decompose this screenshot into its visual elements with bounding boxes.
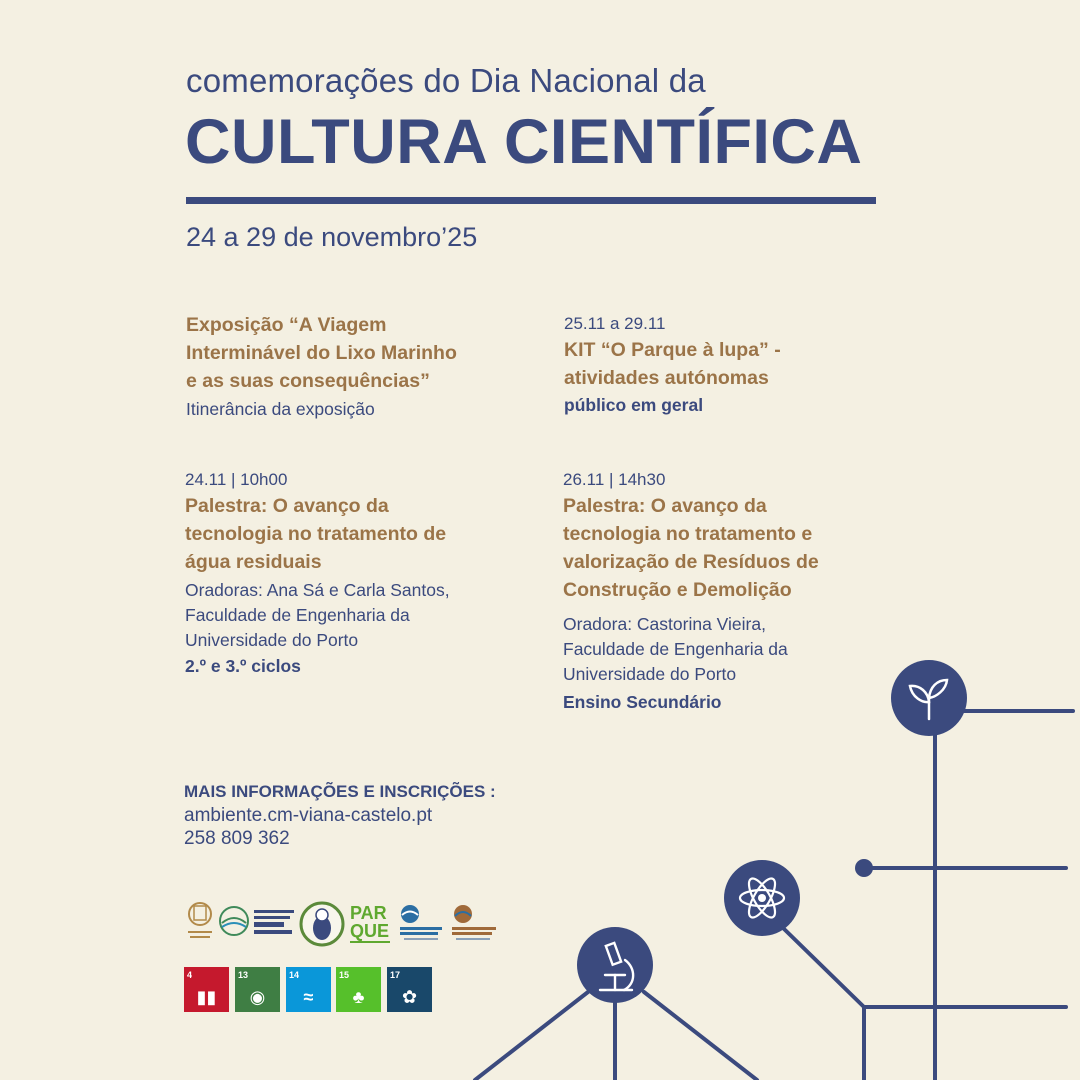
- page-title: CULTURA CIENTÍFICA: [185, 107, 863, 177]
- event-title-line: tecnologia no tratamento de: [185, 523, 447, 545]
- event-title-line: e as suas consequências”: [186, 370, 430, 392]
- event-title-line: valorização de Resíduos de: [563, 551, 819, 573]
- eye-globe-icon: ◉: [249, 987, 266, 1007]
- event-title-line: atividades autónomas: [564, 367, 769, 389]
- event-title-line: água residuais: [185, 551, 322, 573]
- event-date: 25.11 a 29.11: [564, 314, 666, 333]
- event-title-line: Palestra: O avanço da: [185, 495, 389, 517]
- info-website-link[interactable]: ambiente.cm-viana-castelo.pt: [184, 805, 433, 826]
- book-icon: ▮▮: [196, 987, 217, 1007]
- event-description: Faculdade de Engenharia da: [563, 639, 788, 659]
- event-title-line: Exposição “A Viagem: [186, 314, 387, 336]
- observatorio-serra-darga-logo: [450, 902, 500, 946]
- event-description: Itinerância da exposição: [186, 399, 375, 419]
- event-title-line: Interminável do Lixo Marinho: [186, 342, 457, 364]
- sdg-4-badge: 4 ▮▮: [184, 967, 229, 1012]
- event-audience: 2.º e 3.º ciclos: [185, 656, 301, 676]
- svg-text:PAR: PAR: [350, 903, 387, 923]
- plant-icon: [891, 660, 967, 736]
- fish-icon: ≈: [303, 987, 314, 1007]
- header-subtitle: comemorações do Dia Nacional da: [186, 62, 706, 99]
- svg-text:QUE: QUE: [350, 921, 390, 941]
- event-description: Universidade do Porto: [563, 664, 737, 684]
- event-date: 26.11 | 14h30: [563, 470, 666, 489]
- flower-icon: ✿: [401, 987, 418, 1007]
- event-audience: público em geral: [564, 395, 704, 415]
- observatorio-litoral-norte-logo: [398, 902, 446, 946]
- event-title-line: Construção e Demolição: [563, 579, 792, 601]
- event-title-line: KIT “O Parque à lupa” -: [564, 339, 781, 361]
- event-audience: Ensino Secundário: [563, 692, 722, 712]
- network-node-dot: [855, 859, 873, 877]
- info-heading: MAIS INFORMAÇÕES E INSCRIÇÕES :: [184, 782, 496, 801]
- event-description: Oradoras: Ana Sá e Carla Santos,: [185, 580, 450, 600]
- event-date: 24.11 | 10h00: [185, 470, 288, 489]
- event-description: Faculdade de Engenharia da: [185, 605, 410, 625]
- event-description: Universidade do Porto: [185, 630, 359, 650]
- municipio-viana-logo: [186, 900, 214, 944]
- info-phone: 258 809 362: [184, 828, 290, 849]
- event-title-line: tecnologia no tratamento e: [563, 523, 813, 545]
- parque-logo: [348, 901, 394, 947]
- geoparque-logo: [218, 905, 298, 941]
- bird-circle-logo: [299, 901, 345, 947]
- event-description: Oradora: Castorina Vieira,: [563, 614, 766, 634]
- sdg-13-badge: 13 ◉: [235, 967, 280, 1012]
- event-dates: 24 a 29 de novembro’25: [186, 222, 478, 252]
- sdg-17-badge: 17 ✿: [387, 967, 432, 1012]
- event-title-line: Palestra: O avanço da: [563, 495, 767, 517]
- sdg-14-badge: 14 ≈: [286, 967, 331, 1012]
- microscope-icon: [577, 927, 653, 1003]
- sdg-15-badge: 15 ♣: [336, 967, 381, 1012]
- tree-icon: ♣: [352, 987, 365, 1007]
- atom-icon: [724, 860, 800, 936]
